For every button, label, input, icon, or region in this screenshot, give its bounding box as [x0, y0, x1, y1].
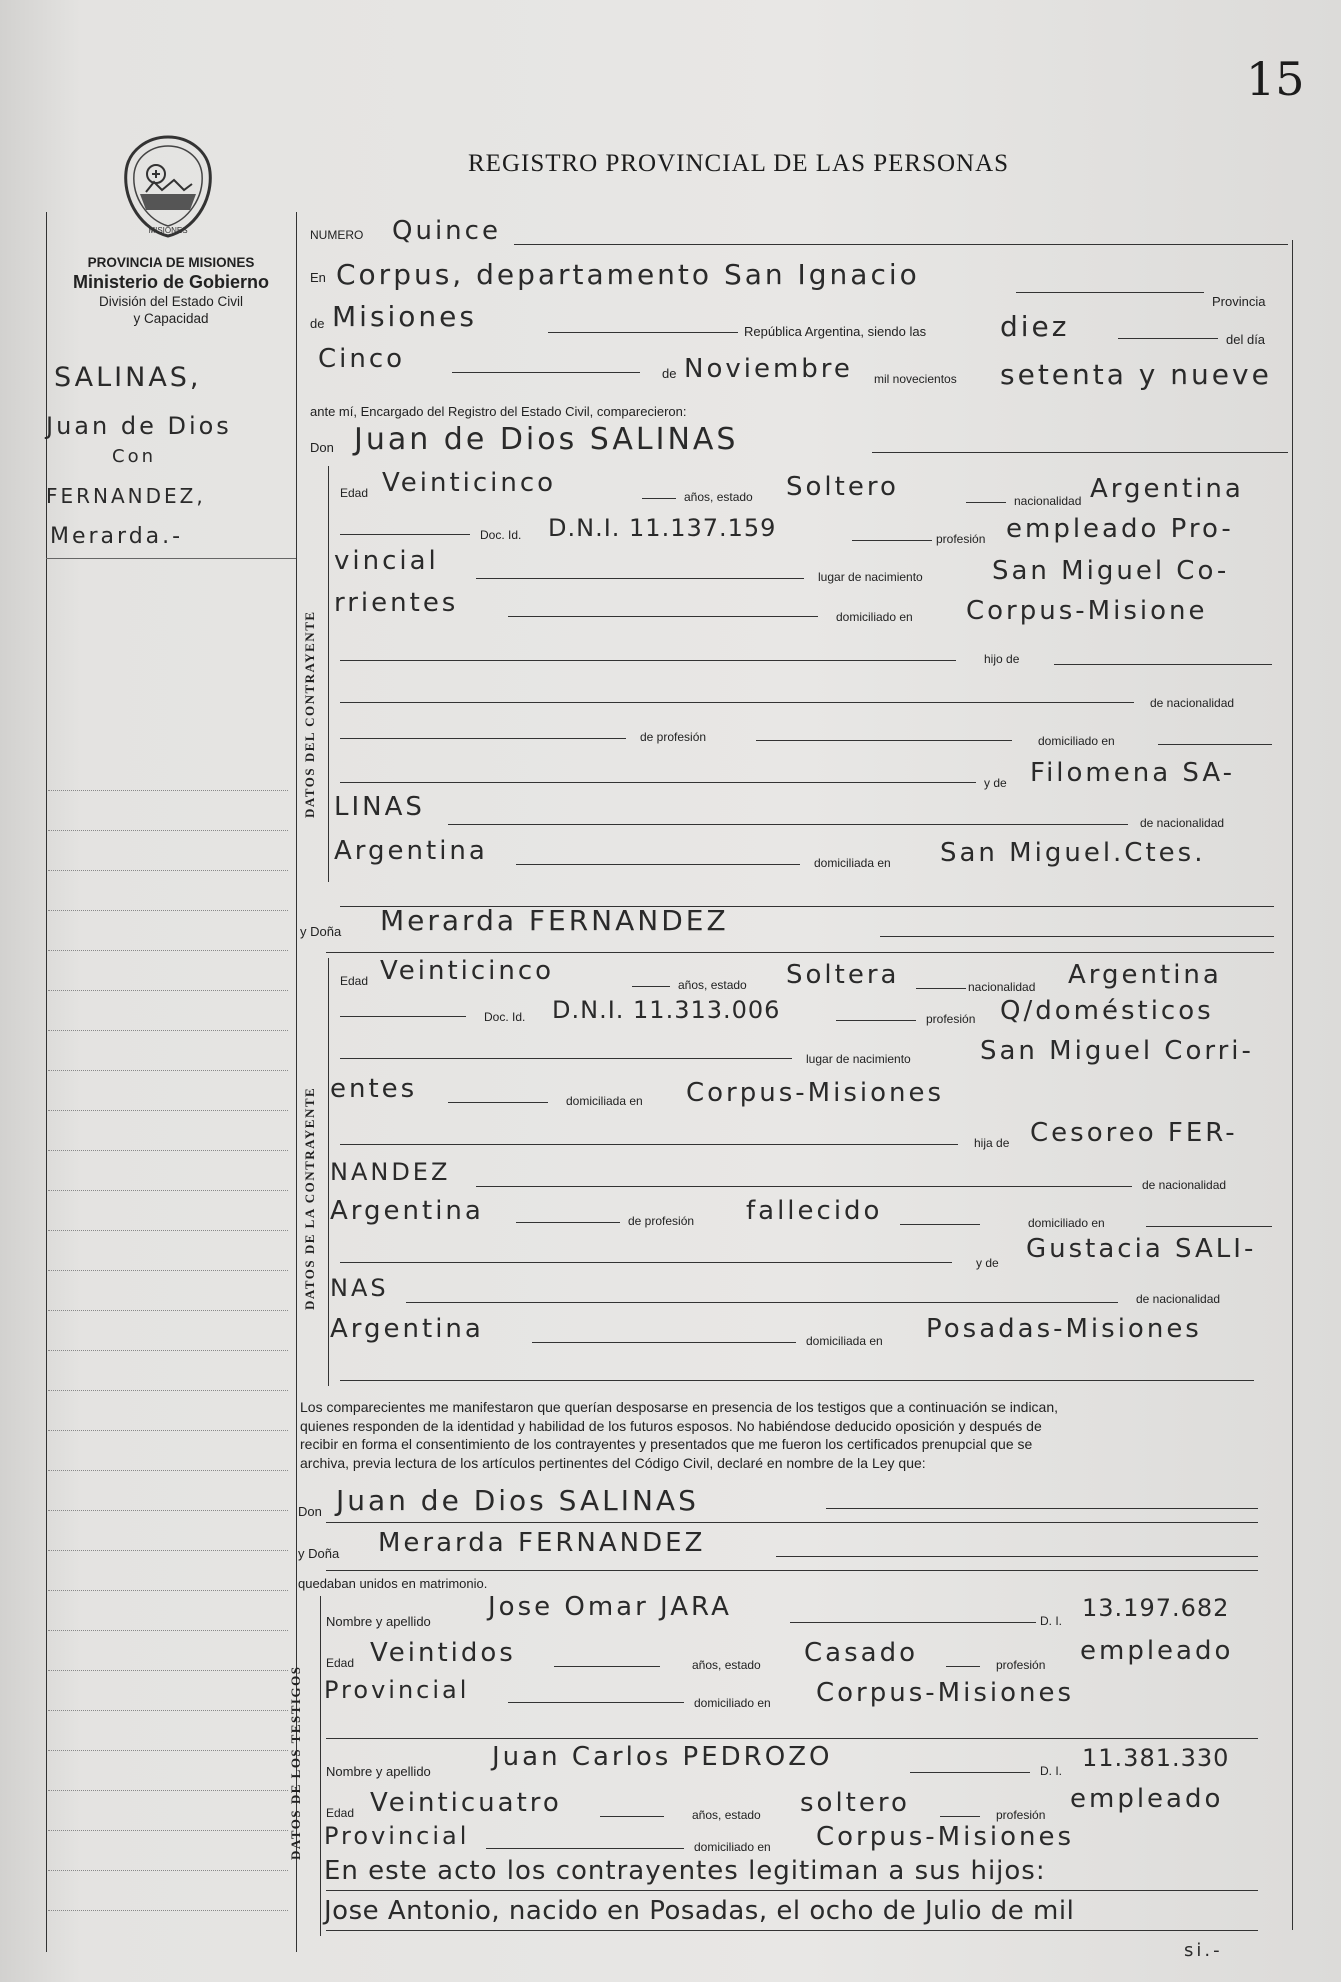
label-y-de: y de — [984, 776, 1007, 790]
label-anos-estado-t2: años, estado — [692, 1808, 761, 1822]
header-title: REGISTRO PROVINCIAL DE LAS PERSONAS — [468, 150, 1010, 177]
value-novia-dom: Corpus-Misiones — [686, 1078, 945, 1108]
value-numero: Quince — [392, 216, 501, 246]
svg-text:MISIONES: MISIONES — [148, 226, 188, 235]
label-don: Don — [310, 440, 334, 455]
label-provincia: Provincia — [1212, 294, 1266, 309]
issuer-ministry: Ministerio de Gobierno — [72, 272, 269, 292]
value-novio-madre-2: LINAS — [334, 792, 425, 822]
label-y-dona: y Doña — [300, 924, 342, 939]
value-novia-padre-1: Cesoreo FER- — [1030, 1118, 1238, 1148]
statement-line-4: archiva, previa lectura de los artículos pertinentes del Código Civil, declaré en nombre de la Ley que: — [300, 1454, 926, 1471]
label-numero: NUMERO — [310, 228, 364, 242]
note-line-3: si.- — [1184, 1940, 1223, 1961]
label-anos-estado-2: años, estado — [678, 978, 747, 992]
value-novio-doc: D.N.I. 11.137.159 — [548, 514, 777, 542]
label-doc: Doc. Id. — [480, 528, 522, 542]
value-hora: diez — [1000, 310, 1070, 343]
value-novio-lugar-2: rrientes — [334, 588, 459, 618]
value-t1-di: 13.197.682 — [1082, 1594, 1230, 1622]
label-decl-y-dona: y Doña — [298, 1546, 340, 1561]
value-novio-estado: Soltero — [786, 472, 899, 502]
value-novia-lugar-2: entes — [330, 1074, 418, 1104]
value-novio-madre-dom: San Miguel.Ctes. — [940, 838, 1206, 868]
label-de-nacionalidad: de nacionalidad — [1150, 696, 1235, 710]
label-domiciliada-3: domiciliada en — [806, 1334, 883, 1348]
value-novia-edad: Veinticinco — [380, 956, 555, 986]
value-novia-padre-nac: Argentina — [330, 1196, 484, 1226]
value-novio-dom: Corpus-Misione — [966, 596, 1208, 626]
section-datos-contrayente: DATOS DEL CONTRAYENTE — [302, 610, 317, 818]
value-novia-nac: Argentina — [1068, 960, 1222, 990]
statement-line-1: Los comparecientes me manifestaron que querían desposarse en presencia de los testigos que a continuación se indican, — [300, 1399, 1059, 1415]
label-de-nacionalidad-4: de nacionalidad — [1136, 1292, 1221, 1306]
label-en: En — [310, 270, 326, 285]
label-domiciliada: domiciliada en — [814, 856, 891, 870]
label-edad-t1: Edad — [326, 1656, 355, 1670]
value-t2-prof-1: empleado — [1070, 1784, 1224, 1814]
section-datos-testigos: DATOS DE LOS TESTIGOS — [288, 1665, 303, 1860]
label-profesion-t2: profesión — [996, 1808, 1046, 1822]
value-t2-prof-2: Provincial — [324, 1822, 470, 1850]
label-di: D. I. — [1040, 1614, 1063, 1628]
value-novio-prof-1: empleado Pro- — [1006, 514, 1234, 544]
label-hija: hija de — [974, 1136, 1010, 1150]
section-datos-contrayenta: DATOS DE LA CONTRAYENTE — [302, 1086, 317, 1310]
statement-line-2: quienes responden de la identidad y habilidad de los futuros esposos. No habiéndose deducido oposición y después de — [300, 1417, 1042, 1434]
value-t2-estado: soltero — [800, 1788, 910, 1818]
label-edad: Edad — [340, 486, 369, 500]
label-mil: mil novecientos — [874, 372, 957, 386]
label-profesion: profesión — [936, 532, 986, 546]
label-domiciliada-2: domiciliada en — [566, 1094, 643, 1108]
margin-note-line-1: SALINAS, — [54, 362, 202, 393]
value-dia: Cinco — [318, 344, 406, 374]
provincial-seal-icon — [118, 132, 218, 242]
value-t2-di: 11.381.330 — [1082, 1744, 1230, 1772]
label-anos-estado: años, estado — [684, 490, 753, 504]
label-domiciliado-3: domiciliado en — [1028, 1216, 1105, 1230]
margin-note-line-4: FERNANDEZ, — [46, 484, 206, 508]
label-del-dia: del día — [1226, 332, 1266, 347]
margin-note-line-2: Juan de Dios — [46, 412, 232, 440]
value-t1-nombre: Jose Omar JARA — [488, 1592, 732, 1622]
label-nacionalidad-2: nacionalidad — [968, 980, 1036, 994]
value-t2-nombre: Juan Carlos PEDROZO — [492, 1742, 833, 1772]
label-profesion-2: profesión — [926, 1012, 976, 1026]
value-novio: Juan de Dios SALINAS — [354, 422, 739, 457]
value-t1-dom: Corpus-Misiones — [816, 1678, 1075, 1708]
value-anio: setenta y nueve — [1000, 358, 1272, 391]
value-novia-padre-2: NANDEZ — [330, 1158, 451, 1186]
label-domiciliado-t2: domiciliado en — [694, 1840, 771, 1854]
label-nombre-apellido: Nombre y apellido — [326, 1614, 431, 1629]
label-nombre-apellido-2: Nombre y apellido — [326, 1764, 431, 1779]
label-republica: República Argentina, siendo las — [744, 324, 927, 339]
value-novia-doc: D.N.I. 11.313.006 — [552, 996, 781, 1024]
value-novia-madre-1: Gustacia SALI- — [1026, 1234, 1257, 1264]
value-novio-prof-2: vincial — [334, 546, 439, 576]
label-edad-t2: Edad — [326, 1806, 355, 1820]
margin-note-line-3: Con — [112, 446, 156, 467]
value-novia-madre-nac: Argentina — [330, 1314, 484, 1344]
label-ante: ante mí, Encargado del Registro del Estado Civil, comparecieron: — [310, 404, 687, 419]
value-novio-madre-nac: Argentina — [334, 836, 488, 866]
label-lugar: lugar de nacimiento — [818, 570, 923, 584]
label-de-nacionalidad-3: de nacionalidad — [1142, 1178, 1227, 1192]
value-t2-dom: Corpus-Misiones — [816, 1822, 1075, 1852]
label-quedaban: quedaban unidos en matrimonio. — [298, 1576, 488, 1591]
label-de-nacionalidad-2: de nacionalidad — [1140, 816, 1225, 830]
value-novio-madre-1: Filomena SA- — [1030, 758, 1235, 788]
statement-line-3: recibir en forma el consentimiento de los contrayentes y presentados que me fueron los certificados prenupcial que se — [300, 1436, 1033, 1452]
value-t1-edad: Veintidos — [370, 1638, 516, 1668]
label-de-profesion: de profesión — [640, 730, 707, 744]
value-decl-don: Juan de Dios SALINAS — [336, 1484, 699, 1517]
value-provincia: Misiones — [332, 300, 477, 333]
margin-note-line-5: Merarda.- — [50, 524, 184, 549]
label-y-de-2: y de — [976, 1256, 999, 1270]
label-anos-estado-t1: años, estado — [692, 1658, 761, 1672]
label-di-2: D. I. — [1040, 1764, 1063, 1778]
page-number: 15 — [1246, 52, 1305, 106]
value-novia-madre-dom: Posadas-Misiones — [926, 1314, 1202, 1344]
label-domiciliado-t1: domiciliado en — [694, 1696, 771, 1710]
value-t2-edad: Veinticuatro — [370, 1788, 562, 1818]
value-mes: Noviembre — [684, 354, 853, 384]
value-novio-lugar-1: San Miguel Co- — [992, 556, 1230, 586]
value-novia-lugar-1: San Miguel Corri- — [980, 1036, 1254, 1066]
label-domiciliado: domiciliado en — [836, 610, 913, 624]
label-de-mes: de — [662, 366, 677, 381]
value-lugar: Corpus, departamento San Ignacio — [336, 258, 920, 291]
value-novia: Merarda FERNANDEZ — [380, 904, 729, 937]
note-line-2: Jose Antonio, nacido en Posadas, el ocho de Julio de mil — [324, 1896, 1075, 1926]
value-novia-madre-2: NAS — [330, 1274, 389, 1302]
label-edad-2: Edad — [340, 974, 369, 988]
label-domiciliado-2: domiciliado en — [1038, 734, 1115, 748]
label-decl-don: Don — [298, 1504, 322, 1519]
label-nacionalidad: nacionalidad — [1014, 494, 1082, 508]
issuer-division: División del Estado Civil — [98, 294, 244, 309]
label-de: de — [310, 316, 325, 331]
value-novio-edad: Veinticinco — [382, 468, 557, 498]
label-doc-2: Doc. Id. — [484, 1010, 526, 1024]
value-novia-estado: Soltera — [786, 960, 900, 990]
value-decl-dona: Merarda FERNANDEZ — [378, 1528, 706, 1558]
label-hijo: hijo de — [984, 652, 1020, 666]
issuer-capacity: y Capacidad — [133, 311, 209, 326]
value-novio-nac: Argentina — [1090, 474, 1244, 504]
value-novia-prof: Q/domésticos — [1000, 996, 1214, 1026]
label-de-profesion-2: de profesión — [628, 1214, 695, 1228]
value-t1-estado: Casado — [804, 1638, 918, 1668]
value-novia-padre-prof: fallecido — [746, 1196, 883, 1226]
label-profesion-t1: profesión — [996, 1658, 1046, 1672]
value-t1-prof-2: Provincial — [324, 1676, 470, 1704]
label-lugar-2: lugar de nacimiento — [806, 1052, 911, 1066]
note-line-1: En este acto los contrayentes legitiman a sus hijos: — [324, 1856, 1046, 1886]
issuer-province: PROVINCIA DE MISIONES — [87, 255, 255, 270]
value-t1-prof-1: empleado — [1080, 1636, 1234, 1666]
